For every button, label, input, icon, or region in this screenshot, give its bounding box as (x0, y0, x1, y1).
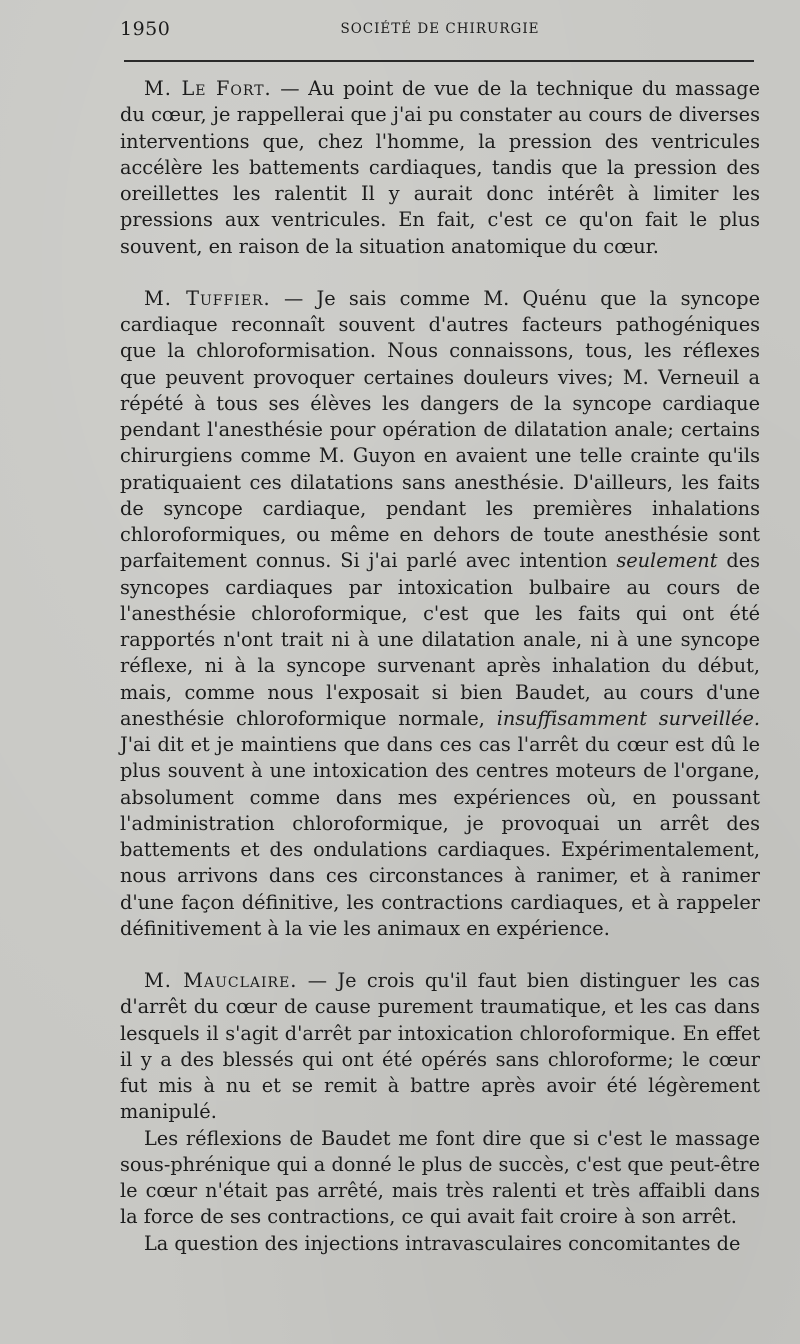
paragraph-text: des syncopes cardiaques par intoxication bulbaire au cours de l'anesthésie chloroformique, c'est que les faits qui ont été rapportés n'ont trait ni à une dilatation anale, ni à une syncope réflexe, ni à la syncope survenant après inhalation du début, mais, comme nous l'exposait si bien Baudet, au cours d'une anesthésie chloroformique normale, (120, 549, 761, 730)
paragraph-text: — Je sais comme M. Quénu que la syncope cardiaque reconnaît souvent d'autres facteurs pathogéniques que la chloroformisation. Nous connaissons, tous, les réflexes que peuvent provoquer certaines douleurs vives; M. Verneuil a répété à tous ses élèves les dangers de la syncope cardiaque pendant l'anesthésie pour opération de dilatation anale; certains chirurgiens comme M. Guyon en avaient une telle crainte qu'ils pratiquaient ces dilatations sans anesthésie. D'ailleurs, les faits de syncope cardiaque, pendant les premières inhalations chloroformiques, ou même en dehors de toute anesthésie sont parfaitement connus. Si j'ai parlé avec intention (120, 286, 760, 573)
page-number: 1950 (120, 18, 171, 40)
paragraph-text: — Au point de vue de la technique du massage du cœur, je rappellerai que j'ai pu constater au cours de diverses interventions que, chez l'homme, la pression des ventricules accélère les battements cardiaques, tandis que la pression des oreillettes les ralentit Il y aurait donc intérêt à limiter les pressions aux ventricules. En fait, c'est ce qu'on fait le plus souvent, en raison de la situation anatomique du cœur. (120, 77, 761, 258)
speaker-name: M. Tuffier. (144, 286, 271, 310)
paragraph-injections (120, 1231, 760, 1257)
paragraph-tuffier (120, 286, 760, 942)
speaker-name: M. Le Fort. (144, 77, 272, 100)
paragraph-text: La question des injections intravasculaires concomitantes de (144, 1231, 741, 1255)
paragraph-le-fort (120, 76, 760, 260)
speaker-name: M. Mauclaire. (144, 969, 298, 992)
paragraph-text: — Je crois qu'il faut bien distinguer les cas d'arrêt du cœur de cause purement traumatique, et les cas dans lesquels il s'agit d'arrêt par intoxication chloroformique. En effet il y a des blessés qui ont été opérés sans chloroforme; le cœur fut mis à nu et se remit à battre après avoir été légèrement manipulé. (120, 969, 760, 1124)
emphasis-text: seulement (616, 549, 718, 573)
page-header (120, 18, 760, 44)
running-head: SOCIÉTÉ DE CHIRURGIE (340, 21, 540, 37)
paragraph-mauclaire (120, 968, 760, 1126)
paragraph-baudet-reflections (120, 1126, 760, 1231)
header-rule (124, 60, 754, 62)
body-text (120, 76, 760, 1257)
paragraph-text: Les réflexions de Baudet me font dire que si c'est le massage sous-phrénique qui a donné le plus de succès, c'est que peut-être le cœur n'était pas arrêté, mais très ralenti et très affaibli dans la force de ses contractions, ce qui avait fait croire à son arrêt. (120, 1126, 760, 1229)
paragraph-text: J'ai dit et je maintiens que dans ces cas l'arrêt du cœur est dû le plus souvent à une intoxication des centres moteurs de l'organe, absolument comme dans mes expériences où, en poussant l'administration chloroformique, je provoquai un arrêt des battements et des ondulations cardiaques. Expérimentalement, nous arrivons dans ces circonstances à ranimer, et à ranimer d'une façon définitive, les contractions cardiaques, et à rappeler définitivement à la vie les animaux en expérience. (120, 733, 760, 940)
emphasis-text: insuffisamment surveillée. (496, 706, 760, 730)
